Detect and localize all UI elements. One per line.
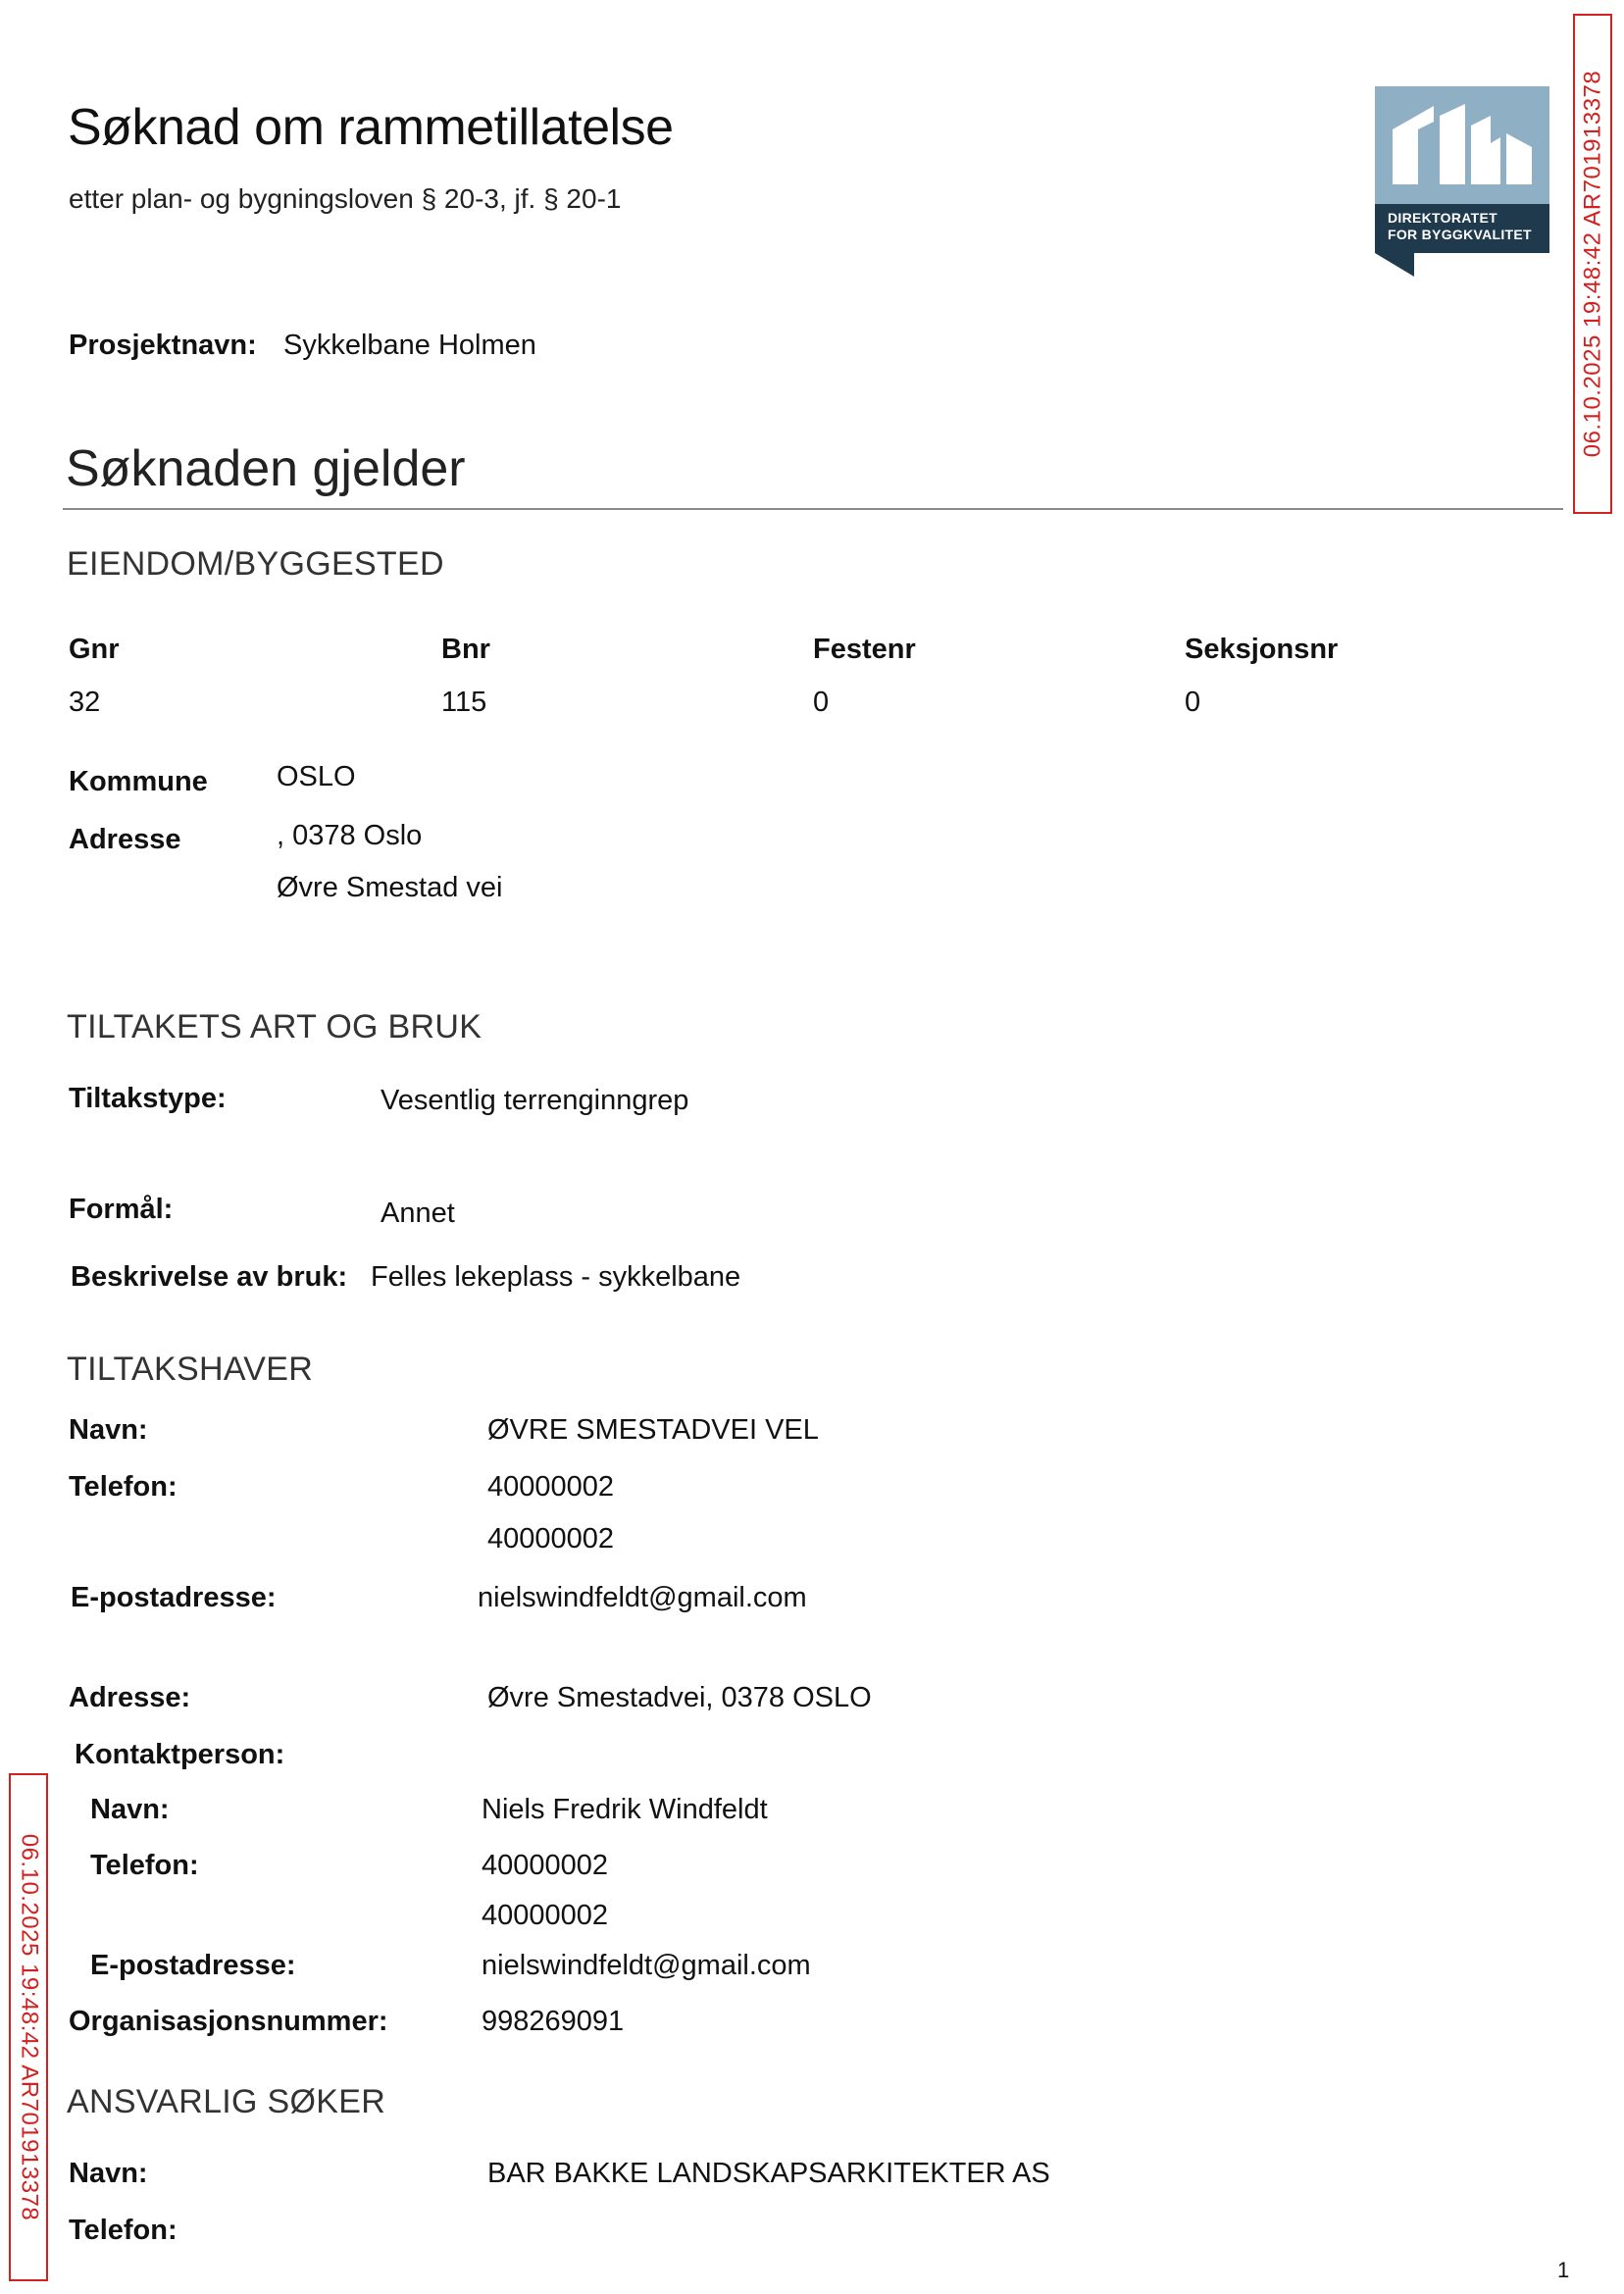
festenr-label: Festenr (813, 634, 916, 665)
festenr-value: 0 (813, 687, 830, 718)
seksjonsnr-value: 0 (1185, 687, 1201, 718)
project-name-label: Prosjektnavn: (69, 330, 257, 361)
tiltakshaver-navn-value: ØVRE SMESTADVEI VEL (487, 1414, 819, 1446)
kontakt-telefon-value-2: 40000002 (482, 1900, 609, 1931)
bnr-label: Bnr (441, 634, 490, 665)
adresse-line-1: , 0378 Oslo (277, 820, 423, 851)
tiltakshaver-adresse-value: Øvre Smestadvei, 0378 OSLO (487, 1682, 872, 1713)
ansvarlig-telefon-label: Telefon: (69, 2215, 178, 2246)
tiltakshaver-telefon-value-1: 40000002 (487, 1471, 615, 1503)
kommune-value: OSLO (277, 761, 356, 792)
gnr-value: 32 (69, 687, 101, 718)
ansvarlig-heading: ANSVARLIG SØKER (67, 2083, 386, 2120)
kontakt-telefon-label: Telefon: (90, 1850, 199, 1881)
bnr-value: 115 (441, 687, 487, 718)
document-title: Søknad om rammetillatelse (68, 99, 674, 156)
tiltak-heading: TILTAKETS ART OG BRUK (67, 1008, 482, 1045)
section-title: Søknaden gjelder (66, 440, 466, 497)
tiltakshaver-adresse-label: Adresse: (69, 1682, 191, 1713)
kontakt-navn-value: Niels Fredrik Windfeldt (482, 1794, 768, 1825)
adresse-label: Adresse (69, 824, 181, 855)
tiltakshaver-navn-label: Navn: (69, 1414, 148, 1446)
seksjonsnr-label: Seksjonsnr (1185, 634, 1339, 665)
dibk-logo-icon (1375, 86, 1549, 277)
gnr-label: Gnr (69, 634, 120, 665)
page-number: 1 (1557, 2258, 1570, 2282)
property-heading: EIENDOM/BYGGESTED (67, 545, 444, 583)
orgnr-label: Organisasjonsnummer: (69, 2006, 388, 2037)
ansvarlig-navn-value: BAR BAKKE LANDSKAPSARKITEKTER AS (487, 2158, 1050, 2189)
stamp-text: 06.10.2025 19:48:42 AR701913378 (1579, 70, 1605, 458)
logo-line-1: DIREKTORATET (1388, 210, 1497, 226)
tiltakshaver-telefon-value-2: 40000002 (487, 1523, 615, 1555)
project-name-value: Sykkelbane Holmen (283, 330, 536, 361)
formal-value: Annet (381, 1198, 455, 1229)
logo-text (1388, 210, 1532, 243)
kontakt-epost-value: nielswindfeldt@gmail.com (482, 1950, 811, 1981)
tiltakshaver-telefon-label: Telefon: (69, 1471, 178, 1503)
tiltakshaver-epost-label: E-postadresse: (71, 1582, 277, 1613)
tiltakshaver-epost-value: nielswindfeldt@gmail.com (478, 1582, 807, 1613)
logo-line-2: FOR BYGGKVALITET (1388, 227, 1532, 242)
kommune-label: Kommune (69, 766, 208, 797)
timestamp-stamp-left (9, 1773, 48, 2281)
tiltakstype-label: Tiltakstype: (69, 1083, 227, 1114)
kontakt-epost-label: E-postadresse: (90, 1950, 296, 1981)
ansvarlig-navn-label: Navn: (69, 2158, 148, 2189)
kontakt-navn-label: Navn: (90, 1794, 170, 1825)
section-divider (63, 508, 1563, 510)
orgnr-value: 998269091 (482, 2006, 625, 2037)
tiltakstype-value: Vesentlig terrenginngrep (381, 1085, 689, 1116)
timestamp-stamp-right (1573, 14, 1612, 514)
bruk-label: Beskrivelse av bruk: (71, 1261, 348, 1293)
tiltakshaver-heading: TILTAKSHAVER (67, 1351, 314, 1388)
document-subtitle: etter plan- og bygningsloven § 20-3, jf. § 20-1 (69, 183, 622, 214)
stamp-text: 06.10.2025 19:48:42 AR701913378 (16, 1833, 42, 2221)
formal-label: Formål: (69, 1194, 174, 1225)
kontaktperson-label: Kontaktperson: (75, 1739, 285, 1770)
adresse-line-2: Øvre Smestad vei (277, 872, 503, 903)
bruk-value: Felles lekeplass - sykkelbane (371, 1261, 741, 1293)
kontakt-telefon-value-1: 40000002 (482, 1850, 609, 1881)
